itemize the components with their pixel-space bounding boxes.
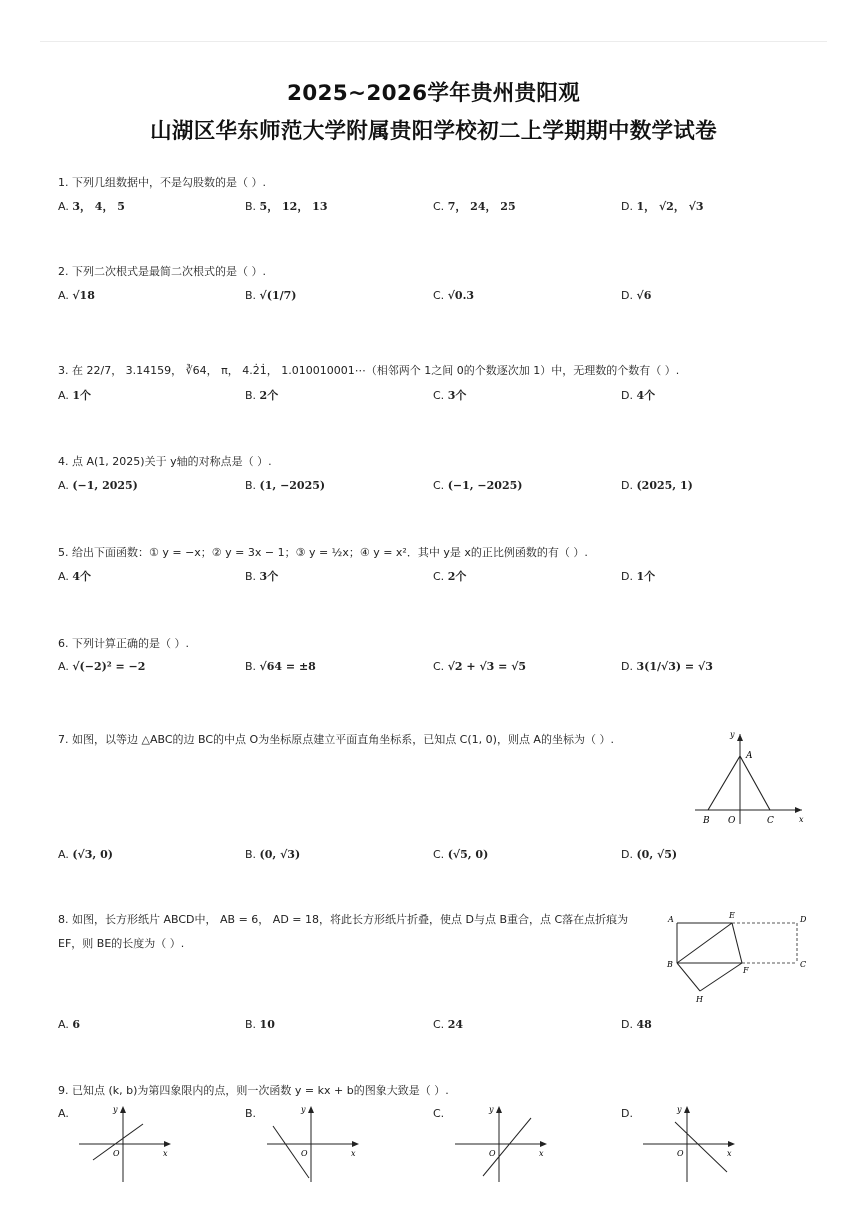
top-divider bbox=[40, 41, 827, 42]
option-label: B. bbox=[245, 848, 257, 861]
option-label: C. bbox=[433, 389, 445, 402]
option-text: √0.3 bbox=[447, 289, 475, 302]
point-a-label: A bbox=[746, 751, 753, 761]
option-text: (2025, 1) bbox=[636, 479, 693, 492]
y-axis-arrow bbox=[308, 1106, 314, 1113]
option-text: √(1/7) bbox=[259, 289, 297, 302]
option-label: B. bbox=[245, 389, 257, 402]
question-3-stem: 3. 在 22/7， 3.14159， ∛64， π， 4.2̇1̇， 1.010010001⋯（相邻两个 1之间 0的个数逐次加 1）中，无理数的个数有（ ）. bbox=[58, 364, 680, 377]
x-axis-arrow bbox=[164, 1141, 171, 1147]
origin-label: O bbox=[301, 1149, 308, 1158]
point-a-label: A bbox=[668, 915, 674, 924]
segment-bh bbox=[677, 963, 700, 991]
triangle-abc bbox=[708, 756, 770, 810]
segment-be bbox=[677, 923, 732, 963]
q9-graph-a[interactable] bbox=[75, 1102, 175, 1184]
x-label: x bbox=[539, 1149, 544, 1158]
page-title-line1: 2025~2026学年贵州贵阳观 bbox=[287, 81, 580, 106]
option-text: (−1, −2025) bbox=[447, 479, 523, 492]
point-d-label: D bbox=[800, 915, 807, 924]
option-label: D. bbox=[621, 1107, 633, 1120]
option-label: A. bbox=[58, 479, 69, 492]
q9-graph-c[interactable] bbox=[451, 1102, 551, 1184]
option-label: B. bbox=[245, 289, 257, 302]
y-axis-arrow bbox=[684, 1106, 690, 1113]
option-label: D. bbox=[621, 289, 633, 302]
option-label: D. bbox=[621, 200, 633, 213]
question-5-stem: 5. 给出下面函数：① y = −x；② y = 3x − 1；③ y = ½x；④ y = x²．其中 y是 x的正比例函数的有（ ）. bbox=[58, 546, 588, 559]
option-label: D. bbox=[621, 848, 633, 861]
option-text: (−1, 2025) bbox=[72, 479, 138, 492]
question-6-stem: 6. 下列计算正确的是（ ）. bbox=[58, 637, 189, 650]
point-c-label: C bbox=[800, 960, 807, 969]
origin-label: O bbox=[728, 816, 736, 826]
q7-option-a[interactable] bbox=[58, 848, 113, 862]
x-axis-arrow bbox=[795, 807, 802, 813]
question-8-stem-line2: EF，则 BE的长度为（ ）. bbox=[58, 937, 185, 950]
y-axis-arrow bbox=[120, 1106, 126, 1113]
option-text: (√3, 0) bbox=[72, 848, 113, 861]
option-text: 3(1/√3) = √3 bbox=[636, 660, 713, 673]
option-text: 7， 24， 25 bbox=[447, 200, 516, 213]
q6-option-b[interactable] bbox=[245, 660, 316, 674]
x-axis-arrow bbox=[540, 1141, 547, 1147]
q3-option-c[interactable] bbox=[433, 389, 466, 403]
option-label: A. bbox=[58, 389, 69, 402]
option-label: D. bbox=[621, 660, 633, 673]
q8-option-d[interactable] bbox=[621, 1018, 652, 1032]
option-text: 1， √2， √3 bbox=[636, 200, 704, 213]
option-text: 4个 bbox=[72, 570, 91, 583]
question-1-stem: 1. 下列几组数据中，不是勾股数的是（ ）. bbox=[58, 176, 266, 189]
q9-option-b[interactable] bbox=[245, 1107, 256, 1121]
q2-option-c[interactable] bbox=[433, 289, 474, 303]
option-text: √18 bbox=[72, 289, 95, 302]
q2-option-a[interactable] bbox=[58, 289, 95, 303]
q1-option-c[interactable] bbox=[433, 200, 516, 214]
y-label: y bbox=[301, 1105, 306, 1114]
option-label: C. bbox=[433, 1018, 445, 1031]
option-text: 24 bbox=[447, 1018, 463, 1031]
q9-graph-b[interactable] bbox=[263, 1102, 363, 1184]
point-h-label: H bbox=[696, 995, 703, 1004]
option-text: 2个 bbox=[447, 570, 467, 583]
q9-option-a[interactable] bbox=[58, 1107, 69, 1121]
option-text: (1, −2025) bbox=[259, 479, 326, 492]
q9-option-c[interactable] bbox=[433, 1107, 444, 1121]
q4-option-b[interactable] bbox=[245, 479, 325, 493]
q8-rectangle-fold-figure bbox=[662, 905, 812, 1005]
q5-option-a[interactable] bbox=[58, 570, 91, 584]
x-label: x bbox=[799, 815, 804, 824]
q6-option-c[interactable] bbox=[433, 660, 526, 674]
q9-graph-d[interactable] bbox=[639, 1102, 739, 1184]
option-label: B. bbox=[245, 1107, 257, 1120]
q5-option-b[interactable] bbox=[245, 570, 278, 584]
x-label: x bbox=[163, 1149, 168, 1158]
option-label: D. bbox=[621, 570, 633, 583]
q4-option-d[interactable] bbox=[621, 479, 693, 493]
option-label: B. bbox=[245, 1018, 257, 1031]
y-axis-arrow bbox=[737, 734, 743, 741]
option-label: A. bbox=[58, 1018, 69, 1031]
y-label: y bbox=[677, 1105, 682, 1114]
option-text: √6 bbox=[636, 289, 652, 302]
option-text: 4个 bbox=[636, 389, 656, 402]
option-label: A. bbox=[58, 200, 69, 213]
q1-option-a[interactable] bbox=[58, 200, 125, 214]
q2-option-d[interactable] bbox=[621, 289, 651, 303]
option-label: C. bbox=[433, 848, 445, 861]
option-label: C. bbox=[433, 479, 445, 492]
option-label: A. bbox=[58, 1107, 69, 1120]
function-line bbox=[483, 1118, 531, 1176]
option-label: C. bbox=[433, 660, 445, 673]
option-label: A. bbox=[58, 570, 69, 583]
q6-option-d[interactable] bbox=[621, 660, 713, 674]
option-label: C. bbox=[433, 1107, 445, 1120]
q8-option-a[interactable] bbox=[58, 1018, 80, 1032]
q8-option-b[interactable] bbox=[245, 1018, 275, 1032]
option-text: 5， 12， 13 bbox=[259, 200, 328, 213]
q9-option-d[interactable] bbox=[621, 1107, 633, 1121]
option-text: 3， 4， 5 bbox=[72, 200, 125, 213]
q2-option-b[interactable] bbox=[245, 289, 297, 303]
option-text: 3个 bbox=[259, 570, 279, 583]
option-text: 1个 bbox=[636, 570, 656, 583]
option-text: (√5, 0) bbox=[447, 848, 489, 861]
y-axis-arrow bbox=[496, 1106, 502, 1113]
option-label: A. bbox=[58, 289, 69, 302]
question-8-stem-line1: 8. 如图，长方形纸片 ABCD中， AB = 6， AD = 18，将此长方形纸片折叠，使点 D与点 B重合，点 C落在点折痕为 bbox=[58, 913, 629, 926]
origin-label: O bbox=[113, 1149, 120, 1158]
origin-label: O bbox=[489, 1149, 496, 1158]
q7-triangle-figure bbox=[690, 728, 810, 828]
option-text: √64 = ±8 bbox=[259, 660, 316, 673]
q7-option-b[interactable] bbox=[245, 848, 300, 862]
option-label: D. bbox=[621, 479, 633, 492]
option-text: 10 bbox=[259, 1018, 275, 1031]
segment-ef bbox=[732, 923, 742, 963]
function-line bbox=[675, 1122, 727, 1172]
q8-option-c[interactable] bbox=[433, 1018, 463, 1032]
y-label: y bbox=[113, 1105, 118, 1114]
q7-option-c[interactable] bbox=[433, 848, 488, 862]
q3-option-b[interactable] bbox=[245, 389, 278, 403]
segment-hf bbox=[700, 963, 742, 991]
q1-option-d[interactable] bbox=[621, 200, 704, 214]
option-text: √2 + √3 = √5 bbox=[447, 660, 527, 673]
point-b-label: B bbox=[703, 816, 710, 826]
q3-option-d[interactable] bbox=[621, 389, 655, 403]
option-label: B. bbox=[245, 660, 257, 673]
option-text: (0, √3) bbox=[259, 848, 301, 861]
q5-option-c[interactable] bbox=[433, 570, 466, 584]
page-title-line2: 山湖区华东师范大学附属贵阳学校初二上学期期中数学试卷 bbox=[150, 119, 717, 144]
question-2-stem: 2. 下列二次根式是最简二次根式的是（ ）. bbox=[58, 265, 266, 278]
option-label: C. bbox=[433, 200, 445, 213]
x-axis-arrow bbox=[728, 1141, 735, 1147]
origin-label: O bbox=[677, 1149, 684, 1158]
option-text: 48 bbox=[636, 1018, 652, 1031]
point-f-label: F bbox=[743, 966, 749, 975]
option-label: A. bbox=[58, 848, 69, 861]
option-label: A. bbox=[58, 660, 69, 673]
option-text: 1个 bbox=[72, 389, 91, 402]
option-label: D. bbox=[621, 1018, 633, 1031]
option-text: √(−2)² = −2 bbox=[72, 660, 146, 673]
point-e-label: E bbox=[729, 911, 735, 920]
q1-option-b[interactable] bbox=[245, 200, 327, 214]
question-9-stem: 9. 已知点 (k, b)为第四象限内的点，则一次函数 y = kx + b的图象大致是（ ）. bbox=[58, 1084, 449, 1097]
q4-option-c[interactable] bbox=[433, 479, 522, 493]
q4-option-a[interactable] bbox=[58, 479, 138, 493]
q7-option-d[interactable] bbox=[621, 848, 677, 862]
q3-option-a[interactable] bbox=[58, 389, 91, 403]
q6-option-a[interactable] bbox=[58, 660, 145, 674]
option-text: 6 bbox=[72, 1018, 80, 1031]
point-b-label: B bbox=[667, 960, 673, 969]
q5-option-d[interactable] bbox=[621, 570, 655, 584]
option-label: C. bbox=[433, 570, 445, 583]
x-label: x bbox=[727, 1149, 732, 1158]
option-label: B. bbox=[245, 479, 257, 492]
option-text: 3个 bbox=[447, 389, 467, 402]
option-label: B. bbox=[245, 200, 257, 213]
option-text: (0, √5) bbox=[636, 848, 678, 861]
option-text: 2个 bbox=[259, 389, 279, 402]
question-7-stem: 7. 如图，以等边 △ABC的边 BC的中点 O为坐标原点建立平面直角坐标系，已知点 C(1, 0)，则点 A的坐标为（ ）. bbox=[58, 733, 614, 746]
y-label: y bbox=[489, 1105, 494, 1114]
option-label: C. bbox=[433, 289, 445, 302]
option-label: B. bbox=[245, 570, 257, 583]
y-label: y bbox=[730, 730, 735, 739]
question-4-stem: 4. 点 A(1, 2025)关于 y轴的对称点是（ ）. bbox=[58, 455, 272, 468]
point-c-label: C bbox=[767, 816, 774, 826]
option-label: D. bbox=[621, 389, 633, 402]
x-axis-arrow bbox=[352, 1141, 359, 1147]
x-label: x bbox=[351, 1149, 356, 1158]
